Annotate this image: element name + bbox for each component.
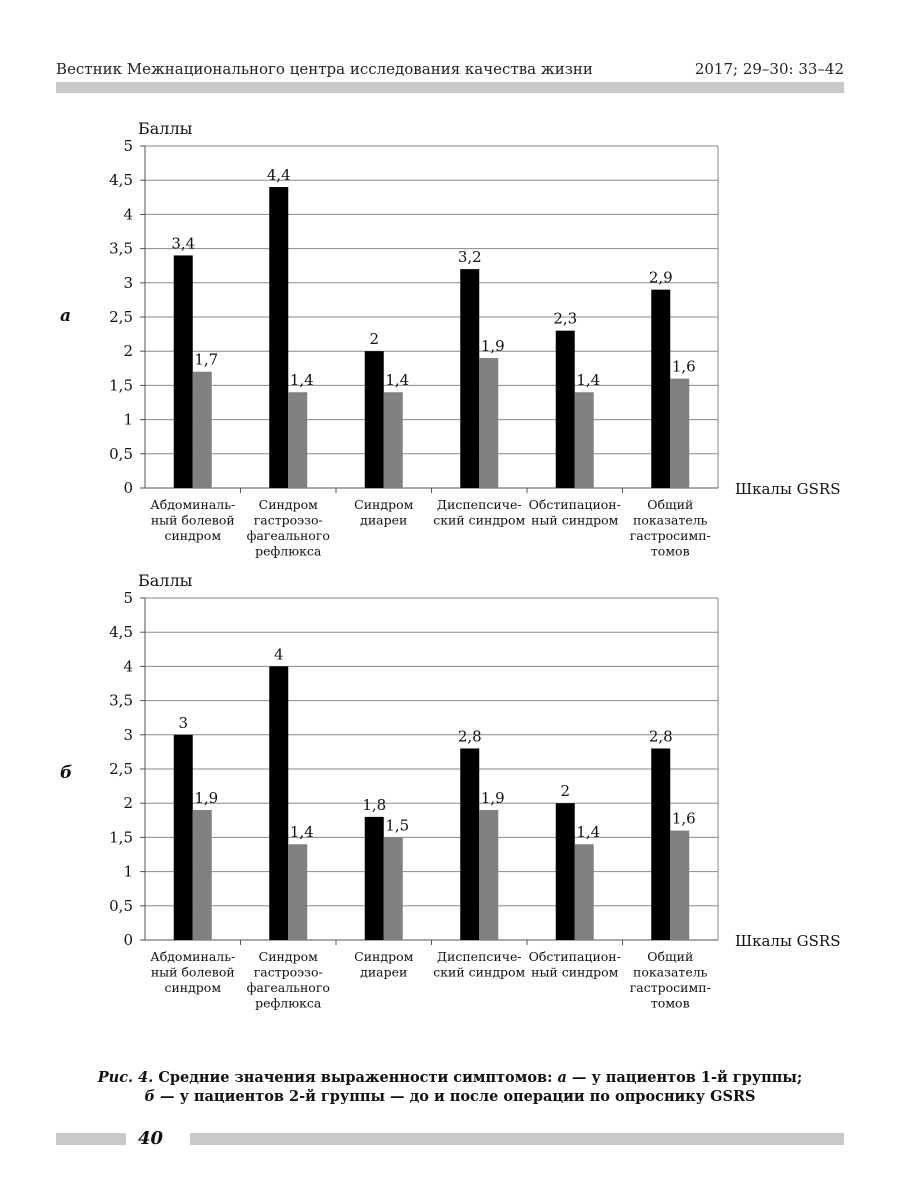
y-tick-label: 3 <box>123 273 133 292</box>
chart-panel-a <box>0 118 900 578</box>
data-label: 1,4 <box>385 371 410 390</box>
category-label: рефлюкса <box>255 995 322 1011</box>
category-label: Обстипацион- <box>528 497 621 512</box>
caption-text-3: — у пациентов 2-й группы — до и после операции по опроснику GSRS <box>154 1088 756 1105</box>
category-label: Обстипацион- <box>528 949 621 964</box>
category-label: Общий <box>647 949 694 964</box>
y-tick-label: 2 <box>123 342 133 361</box>
y-axis-title: Баллы <box>138 119 193 138</box>
category-label: синдром <box>164 980 222 995</box>
chart-panel-b <box>0 570 900 1030</box>
category-label: томов <box>650 543 690 559</box>
category-label: ный болевой <box>150 964 235 980</box>
data-label: 1,4 <box>576 823 601 842</box>
category-label: диареи <box>360 964 408 980</box>
header-rule <box>56 82 844 93</box>
y-tick-label: 1 <box>123 410 133 429</box>
y-tick-label: 1 <box>123 862 133 881</box>
y-tick-label: 1,5 <box>109 828 133 847</box>
category-label: гастросимп- <box>629 980 711 995</box>
panel-letter-a: а <box>60 306 72 326</box>
data-label: 1,6 <box>671 809 696 828</box>
figure-caption <box>60 1068 840 1106</box>
bar-series2-6 <box>670 379 689 488</box>
category-label: Диспепсиче- <box>436 949 522 964</box>
bar-series1-6 <box>651 290 670 488</box>
category-label: гастроэзо- <box>253 512 323 528</box>
bar-series2-1 <box>193 810 212 940</box>
caption-line-2 <box>60 1087 840 1106</box>
data-label: 1,9 <box>194 789 219 808</box>
y-tick-label: 2 <box>123 794 133 813</box>
category-label: ный болевой <box>150 512 235 528</box>
page-number: 40 <box>138 1128 164 1149</box>
y-tick-label: 1,5 <box>109 376 133 395</box>
category-label: ский синдром <box>433 512 526 528</box>
data-label: 4,4 <box>266 166 291 185</box>
data-label: 1,8 <box>362 795 387 814</box>
category-label: ный синдром <box>531 512 619 528</box>
category-label: синдром <box>164 528 222 543</box>
chart-a <box>0 118 900 578</box>
caption-panel-b: б <box>144 1088 155 1105</box>
caption-panel-a: а <box>557 1069 567 1086</box>
issue-info: 2017; 29–30: 33–42 <box>694 60 844 78</box>
category-label: показатель <box>633 512 708 528</box>
bar-series1-4 <box>460 748 479 940</box>
caption-line-1 <box>60 1068 840 1087</box>
data-label: 2,8 <box>457 727 482 746</box>
x-axis-title: Шкалы GSRS <box>735 480 841 498</box>
y-axis-title: Баллы <box>138 571 193 590</box>
bar-series1-1 <box>174 735 193 940</box>
running-head <box>56 60 844 82</box>
data-label: 3,2 <box>457 248 482 267</box>
category-label: гастросимп- <box>629 528 711 543</box>
y-tick-label: 3,5 <box>109 239 133 258</box>
footer-bar-right <box>190 1133 844 1145</box>
category-label: диареи <box>360 512 408 528</box>
y-tick-label: 4,5 <box>109 171 133 190</box>
category-label: томов <box>650 995 690 1011</box>
x-axis-title: Шкалы GSRS <box>735 932 841 950</box>
category-label: Общий <box>647 497 694 512</box>
category-label: показатель <box>633 964 708 980</box>
y-tick-label: 4 <box>123 657 133 676</box>
data-label: 2,8 <box>648 727 673 746</box>
footer-bar-left <box>56 1133 126 1145</box>
y-tick-label: 0,5 <box>109 896 133 915</box>
bar-series1-2 <box>269 666 288 940</box>
bar-series2-4 <box>479 810 498 940</box>
bar-series1-5 <box>556 803 575 940</box>
bar-series1-6 <box>651 748 670 940</box>
category-label: фагеального <box>246 980 330 995</box>
bar-series2-1 <box>193 372 212 488</box>
data-label: 1,4 <box>289 371 314 390</box>
category-label: фагеального <box>246 528 330 543</box>
bar-series2-4 <box>479 358 498 488</box>
data-label: 2,3 <box>553 309 578 328</box>
y-tick-label: 2,5 <box>109 308 133 326</box>
y-tick-label: 3 <box>123 725 133 744</box>
panel-letter-b: б <box>60 763 73 783</box>
data-label: 1,4 <box>289 823 314 842</box>
y-tick-label: 0 <box>123 479 133 497</box>
data-label: 1,9 <box>480 789 505 808</box>
y-tick-label: 3,5 <box>109 691 133 710</box>
data-label: 2 <box>560 782 571 801</box>
bar-series2-3 <box>384 837 403 940</box>
y-tick-label: 5 <box>123 589 133 607</box>
data-label: 1,5 <box>385 816 410 835</box>
bar-series2-6 <box>670 831 689 940</box>
category-label: Диспепсиче- <box>436 497 522 512</box>
bar-series1-4 <box>460 269 479 488</box>
category-label: Синдром <box>258 949 318 964</box>
data-label: 1,6 <box>671 357 696 376</box>
data-label: 1,9 <box>480 337 505 356</box>
caption-text-2: — у пациентов 1-й группы; <box>566 1069 803 1086</box>
bar-series2-2 <box>288 844 307 940</box>
data-label: 2 <box>369 330 380 349</box>
data-label: 1,4 <box>576 371 601 390</box>
caption-text-1: Средние значения выраженности симптомов: <box>153 1069 558 1086</box>
bar-series2-3 <box>384 392 403 488</box>
bar-series2-5 <box>575 844 594 940</box>
y-tick-label: 4,5 <box>109 623 133 642</box>
chart-b <box>0 570 900 1030</box>
category-label: Абдоминаль- <box>150 497 236 512</box>
y-tick-label: 5 <box>123 137 133 155</box>
category-label: гастроэзо- <box>253 964 323 980</box>
bar-series1-3 <box>365 351 384 488</box>
bar-series2-2 <box>288 392 307 488</box>
bar-series1-5 <box>556 331 575 488</box>
category-label: Абдоминаль- <box>150 949 236 964</box>
category-label: Синдром <box>354 497 414 512</box>
category-label: ный синдром <box>531 964 619 980</box>
caption-fig-label: Рис. 4. <box>97 1069 154 1086</box>
bar-series1-3 <box>365 817 384 940</box>
journal-title: Вестник Межнационального центра исследования качества жизни <box>56 60 593 78</box>
category-label: рефлюкса <box>255 543 322 559</box>
y-tick-label: 0 <box>123 931 133 949</box>
y-tick-label: 4 <box>123 205 133 224</box>
category-label: Синдром <box>354 949 414 964</box>
data-label: 2,9 <box>648 268 673 287</box>
data-label: 3 <box>178 713 189 732</box>
data-label: 3,4 <box>171 234 196 253</box>
category-label: Синдром <box>258 497 318 512</box>
y-tick-label: 2,5 <box>109 760 133 778</box>
bar-series1-2 <box>269 187 288 488</box>
bar-series1-1 <box>174 255 193 488</box>
y-tick-label: 0,5 <box>109 444 133 463</box>
bar-series2-5 <box>575 392 594 488</box>
category-label: ский синдром <box>433 964 526 980</box>
data-label: 1,7 <box>194 350 219 369</box>
data-label: 4 <box>273 645 284 664</box>
